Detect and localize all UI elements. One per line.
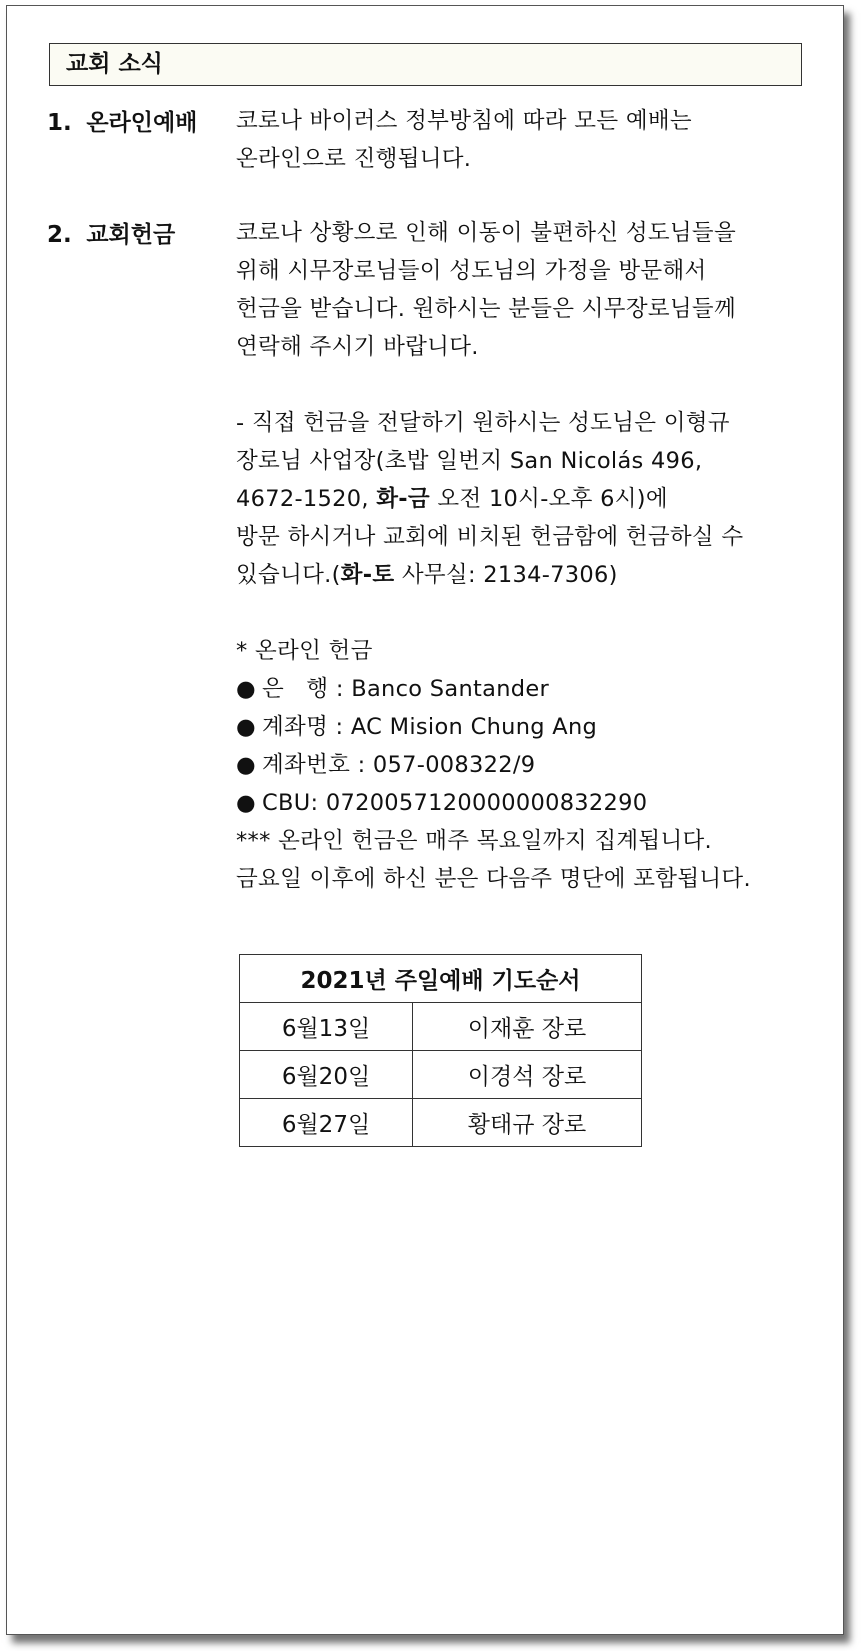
section-1-title: 온라인예배 bbox=[86, 110, 198, 136]
text-run: 있습니다.( bbox=[236, 562, 341, 588]
prayer-elder: 이재훈 장로 bbox=[413, 1003, 642, 1051]
bulletin-page bbox=[6, 5, 844, 1635]
offering-para-line: 헌금을 받습니다. 원하시는 분들은 시무장로님들께 bbox=[236, 296, 736, 322]
prayer-elder: 황태규 장로 bbox=[413, 1099, 642, 1147]
bullet-icon: ● bbox=[236, 790, 256, 816]
bold-days: 화-토 bbox=[340, 562, 395, 588]
text-run: 사무실: 2134-7306) bbox=[394, 562, 618, 588]
section-1-number: 1. bbox=[47, 110, 72, 136]
bullet-icon: ● bbox=[236, 714, 256, 740]
bullet-icon: ● bbox=[236, 676, 256, 702]
text-run: 오전 10시-오후 6시)에 bbox=[429, 486, 668, 512]
offering-para-line: 코로나 상황으로 인해 이동이 불편하신 성도님들을 bbox=[236, 220, 736, 246]
section-1-line: 온라인으로 진행됩니다. bbox=[236, 146, 472, 172]
bank-item-text: CBU: 0720057120000000832290 bbox=[262, 790, 648, 816]
bank-item bbox=[236, 670, 826, 708]
prayer-elder: 이경석 장로 bbox=[413, 1051, 642, 1099]
online-offering-heading: * 온라인 헌금 bbox=[236, 638, 373, 664]
direct-offering-line bbox=[236, 556, 826, 594]
section-2-heading bbox=[47, 216, 175, 249]
section-1-line: 코로나 바이러스 정부방침에 따라 모든 예배는 bbox=[236, 108, 692, 134]
direct-offering-line: 장로님 사업장(초밥 일번지 San Nicolás 496, bbox=[236, 448, 703, 474]
header-title: 교회 소식 bbox=[66, 51, 163, 77]
table-row bbox=[240, 1099, 642, 1147]
table-row bbox=[240, 1051, 642, 1099]
online-offering-note: *** 온라인 헌금은 매주 목요일까지 집계됩니다. bbox=[236, 828, 712, 854]
section-2-title: 교회헌금 bbox=[86, 222, 176, 248]
direct-offering-line: 방문 하시거나 교회에 비치된 헌금함에 헌금하실 수 bbox=[236, 524, 744, 550]
table-title: 2021년 주일예배 기도순서 bbox=[240, 955, 642, 1003]
table-header-row bbox=[240, 955, 642, 1003]
bank-item bbox=[236, 784, 826, 822]
bank-item bbox=[236, 746, 826, 784]
table-row bbox=[240, 1003, 642, 1051]
bank-item-text: 계좌명 : AC Mision Chung Ang bbox=[262, 714, 598, 740]
section-1-heading bbox=[47, 104, 197, 137]
online-offering-note: 금요일 이후에 하신 분은 다음주 명단에 포함됩니다. bbox=[236, 866, 751, 892]
offering-para-line: 연락해 주시기 바랍니다. bbox=[236, 334, 479, 360]
section-2-body bbox=[236, 214, 826, 898]
bold-days: 화-금 bbox=[376, 486, 430, 512]
bank-item-text: 은 행 : Banco Santander bbox=[262, 676, 550, 702]
prayer-schedule-table bbox=[239, 954, 642, 1147]
section-2-number: 2. bbox=[47, 222, 72, 248]
offering-para-line: 위해 시무장로님들이 성도님의 가정을 방문해서 bbox=[236, 258, 707, 284]
prayer-date: 6월13일 bbox=[240, 1003, 413, 1051]
bank-item-text: 계좌번호 : 057-008322/9 bbox=[262, 752, 536, 778]
text-run: 4672-1520, bbox=[236, 486, 377, 512]
direct-offering-line: - 직접 헌금을 전달하기 원하시는 성도님은 이형규 bbox=[236, 410, 730, 436]
bank-item bbox=[236, 708, 826, 746]
section-header bbox=[49, 43, 802, 86]
bullet-icon: ● bbox=[236, 752, 256, 778]
prayer-date: 6월27일 bbox=[240, 1099, 413, 1147]
section-1-body bbox=[236, 102, 826, 178]
direct-offering-line bbox=[236, 480, 826, 518]
prayer-date: 6월20일 bbox=[240, 1051, 413, 1099]
